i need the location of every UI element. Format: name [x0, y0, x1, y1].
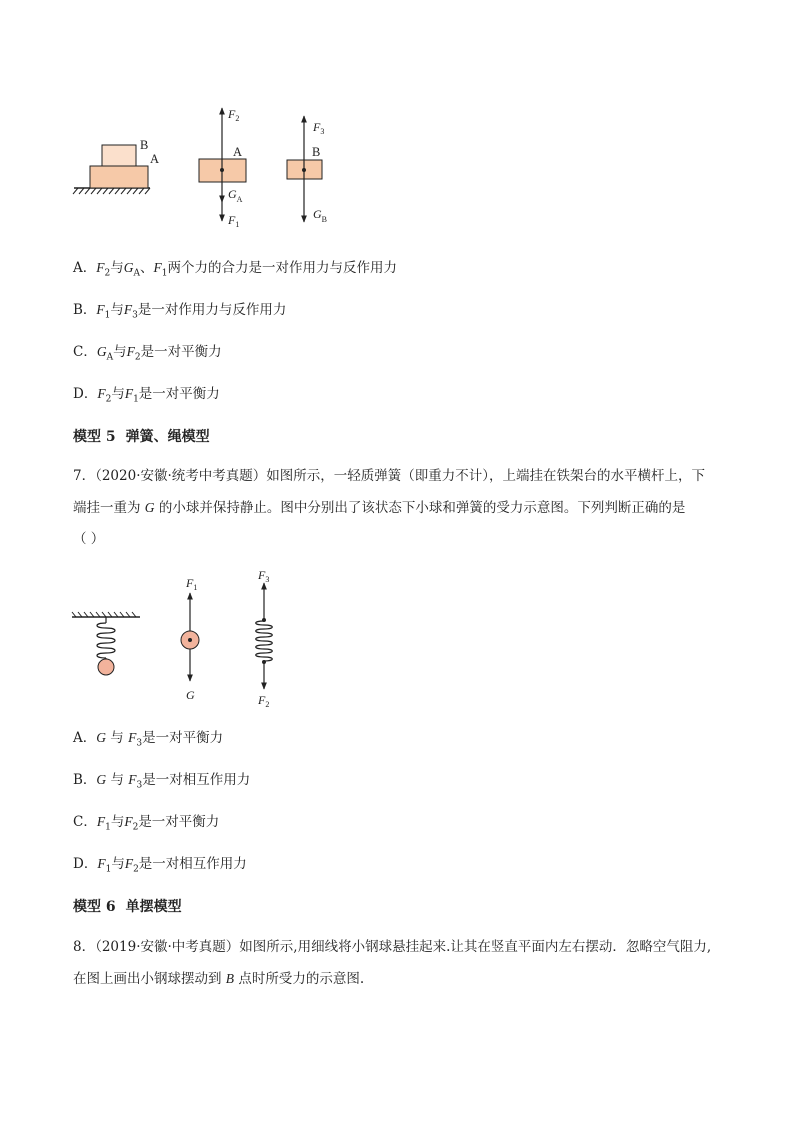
ga-label: $G_A$	[228, 187, 243, 204]
q8-line-1: 8．（2019·安徽·中考真题）如图所示,用细线将小钢球悬挂起来.让其在竖直平面内左右摆动．忽略空气阻力,	[73, 939, 712, 955]
section-heading-model5: 模型 5 弹簧、绳模型	[73, 429, 210, 445]
figure-blocks	[60, 100, 360, 240]
block-a-fbd-label: A	[233, 145, 243, 159]
f2-label: F2	[258, 693, 270, 709]
q8-line-2: 在图上画出小钢球摆动到 B 点时所受力的示意图.	[73, 971, 365, 987]
section-heading-model6: 模型 6 单摆模型	[73, 899, 182, 915]
q7-line-2: 端挂一重为 G 的小球并保持静止。图中分别出了该状态下小球和弹簧的受力示意图。下列判断正确的是	[73, 500, 686, 516]
ceiling-bar	[72, 612, 140, 617]
q6-option-a: A．$F_2$与$G_A$、$F_1$两个力的合力是一对作用力与反作用力	[73, 260, 397, 279]
g-label: G	[186, 688, 195, 702]
f1-label: F1	[186, 576, 198, 592]
block-b	[102, 145, 136, 166]
gb-label: $G_B$	[313, 207, 328, 224]
ball-center	[188, 638, 192, 642]
q7-line-3: （ ）	[73, 531, 105, 547]
label-a: A	[150, 152, 160, 166]
q7-option-d: D．$F_1$与$F_2$是一对相互作用力	[73, 856, 247, 875]
f1-label: F1	[228, 213, 240, 229]
block-b-fbd-label: B	[312, 145, 321, 159]
hanging-spring	[97, 617, 115, 661]
f3-label: F3	[258, 568, 270, 584]
q6-option-c: C．$G_A$与$F_2$是一对平衡力	[73, 344, 222, 363]
question-7-stem	[73, 461, 733, 555]
q7-option-b: B．G 与 $F_3$是一对相互作用力	[73, 772, 251, 791]
spring-top-point	[262, 618, 266, 622]
q7-line-1: 7．（2020·安徽·统考中考真题）如图所示，一轻质弹簧（即重力不计），上端挂在铁架台的水平横杆上，下	[73, 468, 706, 484]
block-a	[90, 166, 148, 188]
ground	[73, 188, 150, 194]
question-8-stem	[73, 932, 733, 995]
q7-option-a: A．G 与 $F_3$是一对平衡力	[73, 730, 224, 749]
q7-option-c: C．$F_1$与$F_2$是一对平衡力	[73, 814, 220, 833]
spring-fbd	[256, 621, 273, 661]
block-b-center	[302, 168, 306, 172]
q6-option-b: B．$F_1$与$F_3$是一对作用力与反作用力	[73, 302, 287, 321]
q6-option-d: D．$F_2$与$F_1$是一对平衡力	[73, 386, 220, 405]
block-a-center	[220, 168, 224, 172]
label-b: B	[140, 138, 149, 152]
f2-label: F2	[228, 107, 240, 123]
figure-spring-ball	[60, 563, 320, 713]
hanging-ball	[98, 659, 114, 675]
f3-label: F3	[313, 120, 325, 136]
